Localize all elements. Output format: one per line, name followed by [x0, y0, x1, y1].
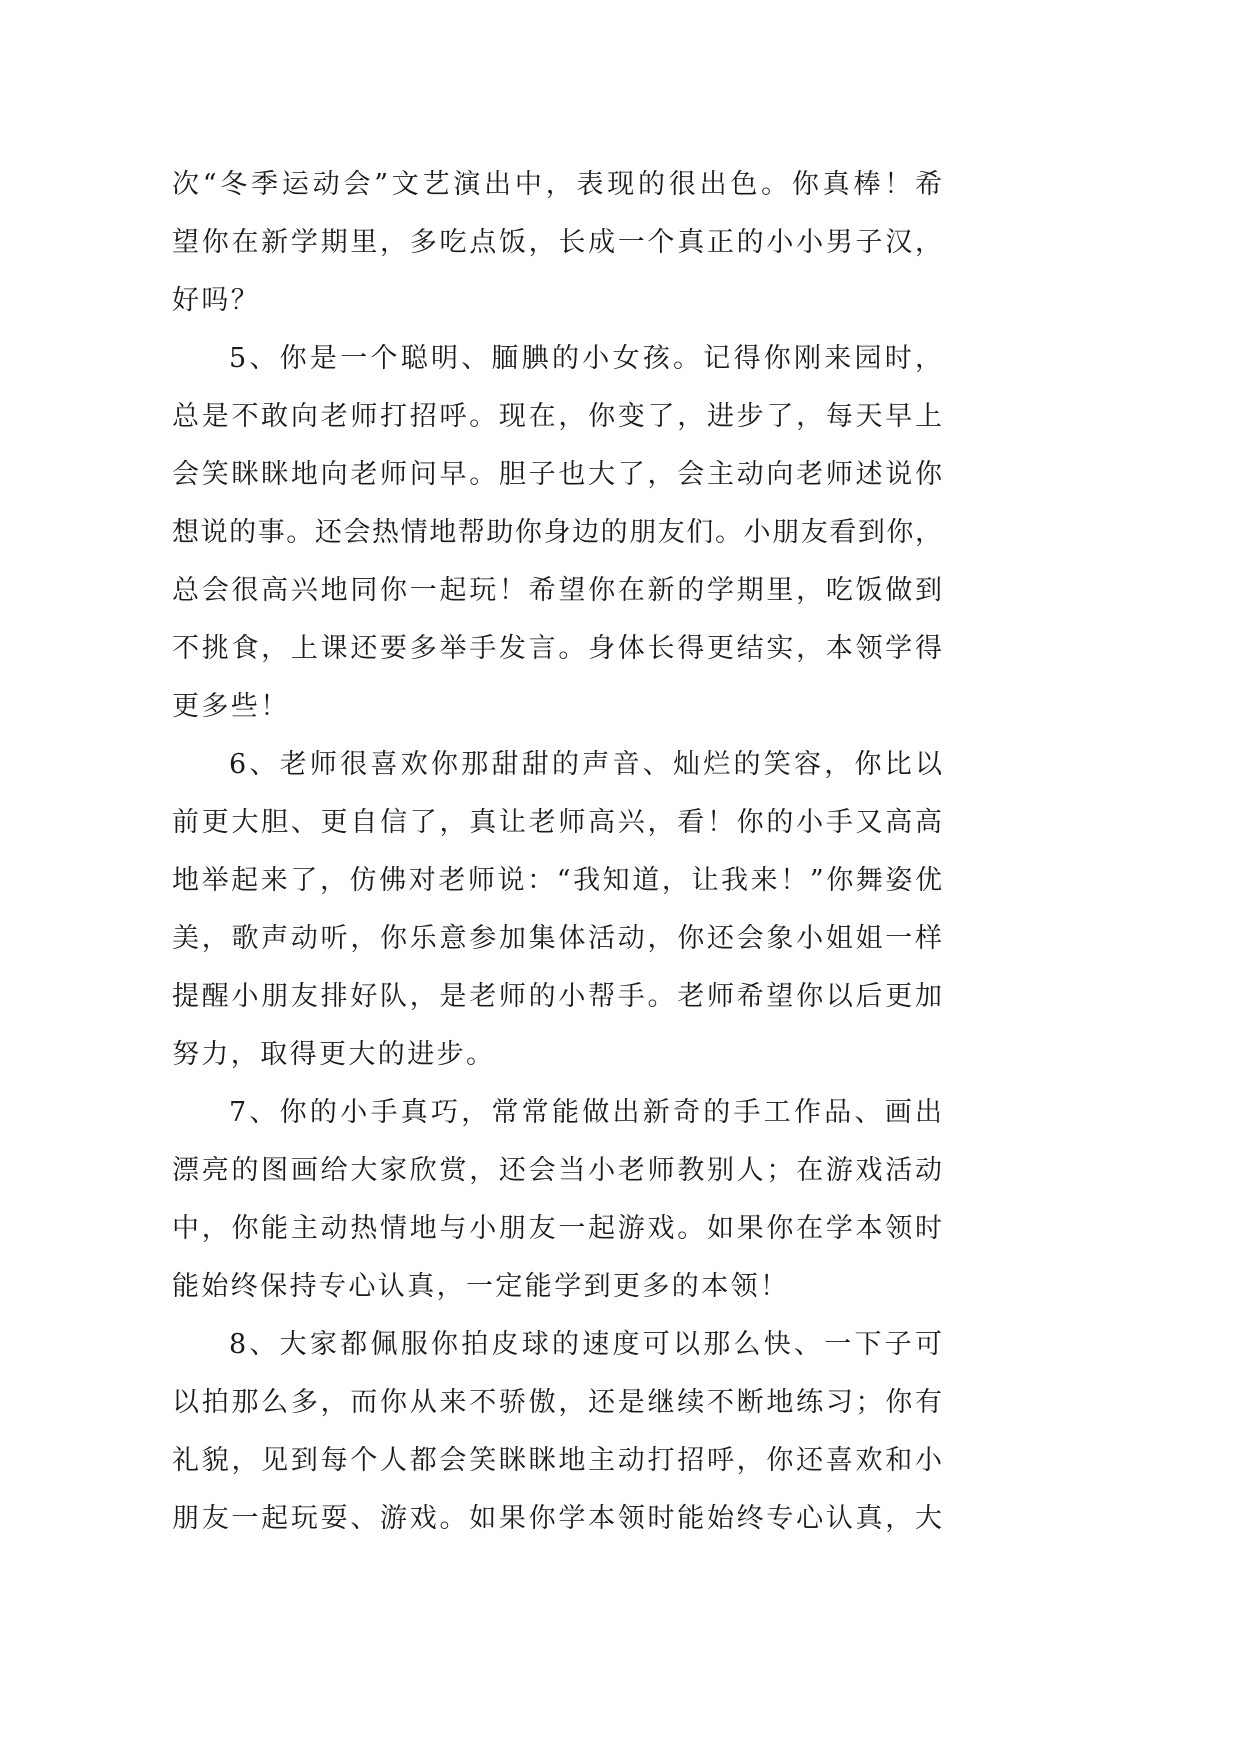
text-line: 更多些！: [172, 691, 290, 722]
text-line: 美，歌声动听，你乐意参加集体活动，你还会象小姐姐一样: [172, 923, 942, 954]
text-line: 朋友一起玩耍、游戏。如果你学本领时能始终专心认真，大: [172, 1503, 942, 1534]
text-line: 漂亮的图画给大家欣赏，还会当小老师教别人；在游戏活动: [172, 1155, 942, 1186]
text-line: 8、大家都佩服你拍皮球的速度可以那么快、一下子可: [229, 1329, 942, 1360]
text-line: 6、老师很喜欢你那甜甜的声音、灿烂的笑容，你比以: [229, 749, 942, 780]
paragraph-5: [172, 330, 942, 736]
text-line: 5、你是一个聪明、腼腆的小女孩。记得你刚来园时，: [229, 343, 942, 374]
text-line: 好吗？: [172, 285, 261, 316]
text-line: 7、你的小手真巧，常常能做出新奇的手工作品、画出: [229, 1097, 942, 1128]
text-line: 以拍那么多，而你从来不骄傲，还是继续不断地练习；你有: [172, 1387, 942, 1418]
text-line: 地举起来了，仿佛对老师说：“我知道，让我来！”你舞姿优: [172, 865, 942, 896]
paragraph-8: [172, 1316, 942, 1548]
text-line: 总会很高兴地同你一起玩！希望你在新的学期里，吃饭做到: [172, 575, 942, 606]
document-body: [172, 156, 942, 1548]
text-line: 望你在新学期里，多吃点饭，长成一个真正的小小男子汉，: [172, 227, 942, 258]
text-line: 努力，取得更大的进步。: [172, 1039, 496, 1070]
text-line: 中，你能主动热情地与小朋友一起游戏。如果你在学本领时: [172, 1213, 942, 1244]
text-line: 前更大胆、更自信了，真让老师高兴，看！你的小手又高高: [172, 807, 942, 838]
paragraph-6: [172, 736, 942, 1084]
text-line: 次“冬季运动会”文艺演出中，表现的很出色。你真棒！希: [172, 169, 942, 200]
text-line: 会笑眯眯地向老师问早。胆子也大了，会主动向老师述说你: [172, 459, 942, 490]
paragraph: [172, 156, 942, 330]
text-line: 提醒小朋友排好队，是老师的小帮手。老师希望你以后更加: [172, 981, 942, 1012]
text-line: 能始终保持专心认真，一定能学到更多的本领！: [172, 1271, 790, 1302]
paragraph-7: [172, 1084, 942, 1316]
text-line: 礼貌，见到每个人都会笑眯眯地主动打招呼，你还喜欢和小: [172, 1445, 942, 1476]
text-line: 不挑食，上课还要多举手发言。身体长得更结实，本领学得: [172, 633, 942, 664]
text-line: 想说的事。还会热情地帮助你身边的朋友们。小朋友看到你，: [172, 517, 942, 548]
text-line: 总是不敢向老师打招呼。现在，你变了，进步了，每天早上: [172, 401, 942, 432]
